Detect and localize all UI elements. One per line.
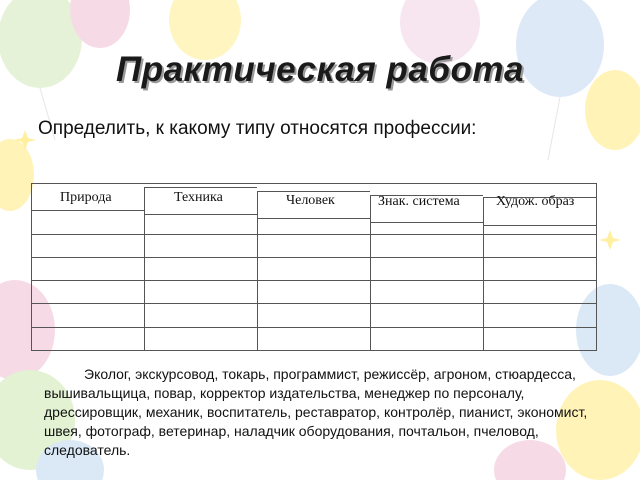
column-header-human: Человек [286, 193, 335, 208]
balloon-string [548, 97, 560, 160]
column-header-art-image: Худож. образ [496, 194, 575, 209]
slide-title: Практическая работа [116, 50, 524, 89]
professions-list-text: Эколог, экскурсовод, токарь, программист, режиссёр, агроном, стюардесса, вышивальщица, повар, корректор издательства, менеджер по персоналу, дрессировщик, механик, воспитатель, реставратор, контролёр, пианист, экономист, швея, фотограф, ветеринар, наладчик оборудования, почтальон, пчеловод, следователь. [44, 366, 588, 458]
balloon-decoration [0, 139, 34, 211]
column-header-nature: Природа [60, 190, 112, 205]
column-header-sign-system: Знак. система [378, 194, 460, 209]
instruction-text: Определить, к какому типу относятся профессии: [38, 118, 477, 139]
star-decoration [599, 230, 621, 250]
column-header-technology: Техника [174, 190, 223, 205]
